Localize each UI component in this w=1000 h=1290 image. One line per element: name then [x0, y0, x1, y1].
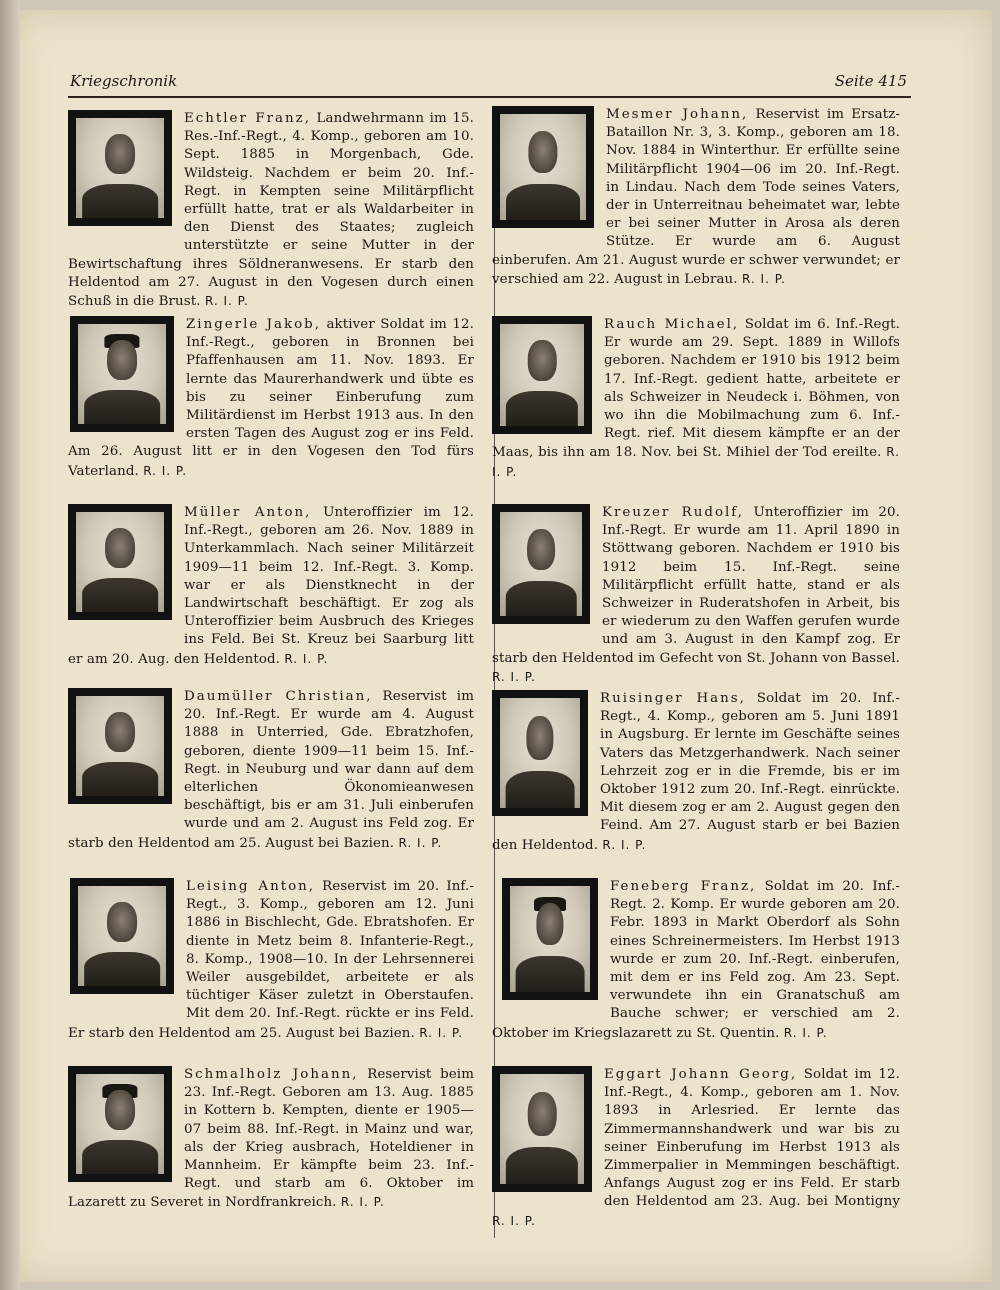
obituary-text: Soldat im 12. Inf.-Regt., 4. Komp., geboren am 1. Nov. 1893 in Arlesried. Er lernte das Zimmermannshandwerk und war bis zu seiner Einberufung im Herbst 1913 als Zimmerpalier in Memmingen beschäftigt. Anfangs August zog er ins Feld. Er starb den Heldentod am 23. Aug. bei Montigny	[604, 1067, 900, 1210]
obituary-text: Landwehrmann im 15. Res.-Inf.-Regt., 4. Komp., geboren am 10. Sept. 1885 in Morgenbach, Gde. Wildsteig. Nachdem er beim 20. Inf.-Regt. in Kempten seine Militärpflicht erfüllt hatte, trat er als Waldarbeiter in den Dienst des Staates; zugleich unterstützte er seine Mutter in der Bewirtschaftung ihres Söldneranwesens. Er starb den Heldentod am 27. August in den Vogesen durch einen Schuß in die Brust.	[68, 111, 474, 310]
soldier-name: Müller Anton,	[184, 505, 312, 520]
rip-mark: R. I. P.	[284, 651, 329, 666]
obituary-entry	[68, 316, 474, 481]
rip-mark: R. I. P.	[783, 1025, 828, 1040]
obituary-entry	[68, 688, 474, 853]
obituary-entry	[492, 106, 900, 289]
soldier-name: Feneberg Franz,	[610, 879, 757, 894]
obituary-entry	[68, 110, 474, 311]
soldier-portrait	[492, 504, 590, 624]
rip-mark: R. I. P.	[204, 294, 249, 309]
obituary-text: Unteroffizier im 20. Inf.-Regt. Er wurde am 11. April 1890 in Stöttwang geboren. Nachdem er 1910 bis 1912 beim 15. Inf.-Regt. seine Militärpflicht erfüllt hatte, stand er als Schweizer in Ruderatshofen in Arbeit, bis er wiederum zu den Waffen gerufen wurde und am 3. August in den Kampf zog. Er starb den Heldentod im Gefecht von St. Johann von Bassel.	[492, 505, 901, 666]
soldier-portrait	[68, 110, 172, 226]
soldier-name: Mesmer Johann,	[606, 107, 749, 122]
chronicle-title: Kriegschronik	[70, 72, 178, 90]
rip-mark: R. I. P.	[742, 271, 786, 286]
page-header	[68, 72, 911, 98]
obituary-text: Unteroffizier im 12. Inf.-Regt., geboren am 26. Nov. 1889 in Unterkammlach. Nach seiner Militärzeit 1909—11 beim 12. Inf.-Regt. 3. Komp. war er als Dienstknecht in der Landwirtschaft beschäftigt. Er zog als Unteroffizier beim Ausbruch des Krieges ins Feld. Bei St. Kreuz bei Saarburg litt er am 20. Aug. den Heldentod.	[68, 505, 475, 667]
rip-mark: R. I. P.	[398, 835, 443, 850]
obituary-text: Soldat im 20. Inf.-Regt., 4. Komp., geboren am 5. Juni 1891 in Augsburg. Er lernte im Geschäfte seines Vaters das Metzgerhandwerk. Nach seiner Lehrzeit zog er in die Fremde, bis er im Oktober 1912 zum 20. Inf.-Regt. einrückte. Mit diesem zog er am 2. August gegen den Feind. Am 27. August starb er bei Bazien den Heldentod.	[492, 691, 901, 853]
obituary-text: Reservist im Ersatz-Bataillon Nr. 3, 3. Komp., geboren am 18. Nov. 1884 in Winterthur. Er erfüllte seine Militärpflicht 1904—06 im 20. Inf.-Regt. in Lindau. Nach dem Tode seines Vaters, der in Unterreitnau beheimatet war, lebte er bei seiner Mutter in Arosa als deren Stütze. Er wurde am 6. August einberufen. Am 21. August wurde er schwer verwundet; er verschied am 22. August in Lebrau.	[492, 107, 900, 287]
obituary-text: Reservist beim 23. Inf.-Regt. Geboren am 13. Aug. 1885 in Kottern b. Kempten, diente er 1905—07 beim 88. Inf.-Regt. in Mainz und war, als der Krieg ausbrach, Hoteldiener in Mannheim. Er kämpfte beim 23. Inf.-Regt. und starb am 6. Oktober im Lazarett zu Severet in Nordfrankreich.	[68, 1067, 474, 1211]
soldier-portrait	[502, 878, 598, 1000]
soldier-portrait	[492, 690, 588, 816]
rip-mark: R. I. P.	[419, 1025, 464, 1040]
soldier-name: Schmalholz Johann,	[184, 1067, 359, 1082]
soldier-name: Kreuzer Rudolf,	[602, 505, 745, 520]
soldier-name: Daumüller Christian,	[184, 689, 373, 704]
soldier-name: Zingerle Jakob,	[186, 317, 322, 332]
obituary-entry	[492, 1066, 900, 1231]
soldier-portrait	[70, 316, 174, 432]
soldier-portrait	[68, 504, 172, 620]
soldier-name: Rauch Michael,	[604, 317, 740, 332]
soldier-name: Eggart Johann Georg,	[604, 1067, 798, 1082]
rip-mark: R. I. P.	[143, 463, 188, 478]
rip-mark: R. I. P.	[492, 1213, 536, 1228]
obituary-entry	[492, 878, 900, 1043]
obituary-entry	[492, 504, 900, 687]
obituary-entry	[492, 690, 900, 855]
soldier-name: Ruisinger Hans,	[600, 691, 746, 706]
obituary-text: aktiver Soldat im 12. Inf.-Regt., geboren in Bronnen bei Pfaffenhausen am 11. Nov. 1893. Er lernte das Maurerhandwerk und übte es bis zu seiner Einberufung zum Militärdienst im Herbst 1913 aus. In den ersten Tagen des August zog er ins Feld. Am 26. August litt er in den Vogesen den Tod fürs Vaterland.	[68, 317, 474, 479]
obituary-text: Soldat im 20. Inf.-Regt. 2. Komp. Er wurde geboren am 20. Febr. 1893 in Markt Oberdorf als Sohn eines Schreinermeisters. Im Herbst 1913 wurde er zum 20. Inf.-Regt. einberufen, mit dem er ins Feld zog. Am 23. Sept. verwundete ihn ein Granatschuß am Bauche schwer; er verschied am 2. Oktober im Kriegslazarett zu St. Quentin.	[492, 879, 900, 1041]
rip-mark: R. I. P.	[492, 445, 900, 479]
page-number: Seite 415	[834, 72, 907, 90]
obituary-entry	[68, 878, 474, 1043]
soldier-portrait	[492, 316, 592, 434]
soldier-name: Leising Anton,	[186, 879, 316, 894]
soldier-portrait	[68, 1066, 172, 1182]
soldier-name: Echtler Franz,	[184, 111, 311, 126]
soldier-portrait	[492, 1066, 592, 1192]
rip-mark: R. I. P.	[340, 1195, 385, 1210]
soldier-portrait	[70, 878, 174, 994]
obituary-entry	[68, 1066, 474, 1213]
obituary-text: Reservist im 20. Inf.-Regt. Er wurde am 4. August 1888 in Unterried, Gde. Ebratzhofen, geboren, diente 1909—11 beim 15. Inf.-Regt. in Neuburg und war dann auf dem elterlichen Ökonomieanwesen beschäftigt, bis er am 31. Juli einberufen wurde und am 2. August ins Feld zog. Er starb den Heldentod am 25. August bei Bazien.	[68, 689, 474, 851]
obituary-entry	[68, 504, 474, 669]
obituary-text: Soldat im 6. Inf.-Regt. Er wurde am 29. Sept. 1889 in Willofs geboren. Nachdem er 1910 bis 1912 beim 17. Inf.-Regt. gedient hatte, arbeitete er als Schweizer in Neudeck i. Böhmen, von wo ihn die Mobilmachung zum 6. Inf.-Regt. rief. Mit diesem kämpfte er an der Maas, bis ihn am 18. Nov. bei St. Mihiel der Tod ereilte.	[492, 317, 900, 461]
obituary-text: Reservist im 20. Inf.-Regt., 3. Komp., geboren am 12. Juni 1886 in Bischlecht, Gde. Ebratshofen. Er diente in Metz beim 8. Infanterie-Regt., 8. Komp., 1908—10. In der Lehrsennerei Weiler ausgebildet, arbeitete er als tüchtiger Käser zuletzt in Oberstaufen. Mit dem 20. Inf.-Regt. rückte er ins Feld. Er starb den Heldentod am 25. August bei Bazien.	[68, 879, 474, 1041]
rip-mark: R. I. P.	[492, 669, 536, 684]
soldier-portrait	[492, 106, 594, 228]
soldier-portrait	[68, 688, 172, 804]
rip-mark: R. I. P.	[602, 837, 647, 852]
obituary-entry	[492, 316, 900, 482]
